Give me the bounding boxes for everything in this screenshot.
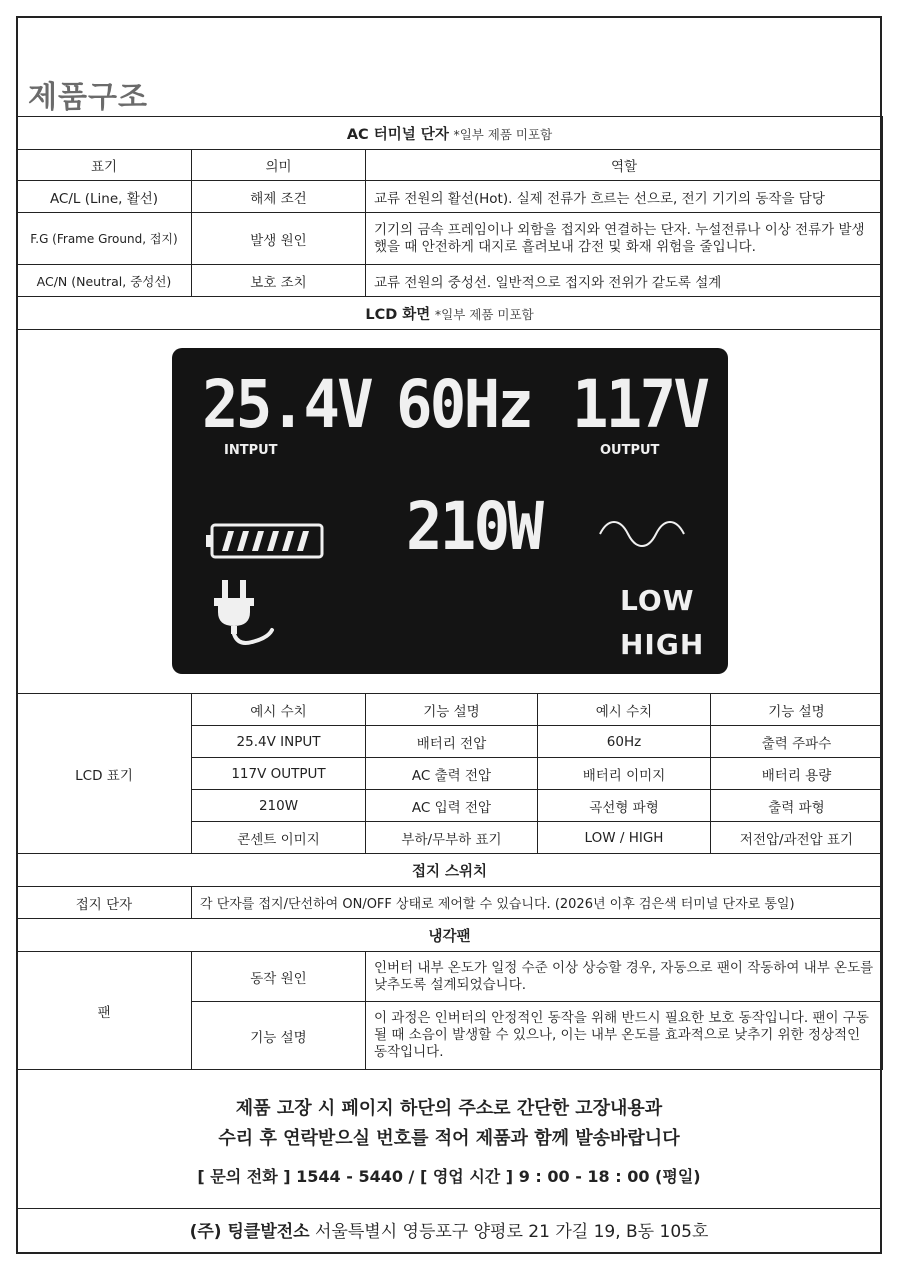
frequency-readout: 60Hz — [396, 366, 532, 443]
ground-switch-label: 접지 단자 — [17, 887, 192, 919]
table-cell: 콘센트 이미지 — [192, 822, 366, 854]
table-row — [17, 887, 883, 919]
table-cell: 25.4V INPUT — [192, 726, 366, 758]
section-heading: 냉각팬 — [428, 928, 471, 945]
cell-mark: F.G (Frame Ground, 접지) — [17, 213, 192, 265]
table-cell: 배터리 용량 — [711, 758, 883, 790]
section-note: *일부 제품 미포함 — [434, 306, 534, 322]
plug-icon — [212, 576, 282, 650]
table-cell: 저전압/과전압 표기 — [711, 822, 883, 854]
section-heading: AC 터미널 단자 — [346, 126, 449, 143]
page-title: 제품구조 — [28, 80, 148, 115]
cell-role: 기기의 금속 프레임이나 외함을 접지와 연결하는 단자. 누설전류나 이상 전류가 발생했을 때 안전하게 대지로 흘려보내 감전 및 화재 위험을 줄입니다. — [366, 213, 883, 265]
col-header: 기능 설명 — [366, 694, 538, 726]
output-voltage-readout: 117V — [572, 366, 708, 443]
contact-line: [ 문의 전화 ] 1544 - 5440 / [ 영업 시간 ] 9 : 00 - 18 : 00 (평일) — [197, 1167, 701, 1186]
input-label: INTPUT — [224, 443, 278, 458]
address-text: 서울특별시 영등포구 양평로 21 가길 19, B동 105호 — [309, 1222, 709, 1242]
cell-meaning: 발생 원인 — [192, 213, 366, 265]
high-indicator: HIGH — [620, 628, 705, 661]
col-header: 표기 — [17, 150, 192, 181]
input-voltage-readout: 25.4V — [202, 366, 371, 443]
cell-meaning: 보호 조치 — [192, 265, 366, 297]
table-row — [17, 952, 883, 1002]
fan-key: 동작 원인 — [192, 952, 366, 1002]
table-cell: AC 출력 전압 — [366, 758, 538, 790]
fan-label: 팬 — [17, 952, 192, 1070]
battery-bar — [297, 531, 309, 551]
company-name: (주) 팅클발전소 — [189, 1222, 310, 1242]
lcd-image-cell — [17, 330, 883, 694]
low-indicator: LOW — [620, 584, 695, 617]
ground-switch-heading — [17, 854, 883, 887]
battery-bar — [222, 531, 234, 551]
cell-role: 교류 전원의 활선(Hot). 실제 전류가 흐르는 선으로, 전기 기기의 동작을 담당 — [366, 181, 883, 213]
cell-mark: AC/N (Neutral, 중성선) — [17, 265, 192, 297]
battery-bar — [267, 531, 279, 551]
table-cell: 117V OUTPUT — [192, 758, 366, 790]
cell-meaning: 해제 조건 — [192, 181, 366, 213]
section-heading: 접지 스위치 — [411, 863, 488, 880]
table-cell: 곡선형 파형 — [538, 790, 711, 822]
table-row — [17, 265, 883, 297]
col-header: 역할 — [366, 150, 883, 181]
cooling-fan-heading — [17, 919, 883, 952]
lcd-heading — [17, 297, 883, 330]
lcd-row-label: LCD 표기 — [17, 694, 192, 854]
fan-text: 이 과정은 인버터의 안정적인 동작을 위해 반드시 필요한 보호 동작입니다. 팬이 구동될 때 소음이 발생할 수 있으나, 이는 내부 온도를 효과적으로 낮추기 위한 정상적인 동작입니다. — [366, 1002, 883, 1070]
cell-role: 교류 전원의 중성선. 일반적으로 접지와 전위가 같도록 설계 — [366, 265, 883, 297]
col-header: 기능 설명 — [711, 694, 883, 726]
table-cell: LOW / HIGH — [538, 822, 711, 854]
notice-line-2: 수리 후 연락받으실 번호를 적어 제품과 함께 발송바랍니다 — [218, 1128, 680, 1149]
col-header: 예시 수치 — [192, 694, 366, 726]
table-cell: 60Hz — [538, 726, 711, 758]
lcd-display — [172, 348, 728, 674]
table-row — [17, 213, 883, 265]
fan-text: 인버터 내부 온도가 일정 수준 이상 상승할 경우, 자동으로 팬이 작동하여 내부 온도를 낮추도록 설계되었습니다. — [366, 952, 883, 1002]
table-cell: 배터리 이미지 — [538, 758, 711, 790]
table-cell: AC 입력 전압 — [366, 790, 538, 822]
ac-terminal-heading — [17, 117, 883, 150]
table-cell: 출력 파형 — [711, 790, 883, 822]
col-header: 예시 수치 — [538, 694, 711, 726]
section-note: *일부 제품 미포함 — [453, 126, 553, 142]
fan-key: 기능 설명 — [192, 1002, 366, 1070]
power-readout: 210W — [406, 488, 542, 565]
battery-bar — [282, 531, 294, 551]
ground-switch-text: 각 단자를 접지/단선하여 ON/OFF 상태로 제어할 수 있습니다. (2026년 이후 검은색 터미널 단자로 통일) — [192, 887, 883, 919]
notice-line-1: 제품 고장 시 페이지 하단의 주소로 간단한 고장내용과 — [235, 1098, 663, 1119]
output-label: OUTPUT — [600, 443, 660, 458]
section-heading: LCD 화면 — [365, 306, 431, 323]
lcd-table — [16, 693, 883, 1070]
battery-bar — [237, 531, 249, 551]
table-cell: 출력 주파수 — [711, 726, 883, 758]
table-cell: 부하/무부하 표기 — [366, 822, 538, 854]
ac-terminal-table — [16, 116, 883, 694]
col-header: 의미 — [192, 150, 366, 181]
company-address — [16, 1208, 882, 1255]
table-row — [17, 181, 883, 213]
battery-icon — [204, 522, 326, 560]
sine-wave-icon — [598, 516, 688, 552]
table-cell: 배터리 전압 — [366, 726, 538, 758]
table-cell: 210W — [192, 790, 366, 822]
cell-mark: AC/L (Line, 활선) — [17, 181, 192, 213]
battery-bar — [252, 531, 264, 551]
